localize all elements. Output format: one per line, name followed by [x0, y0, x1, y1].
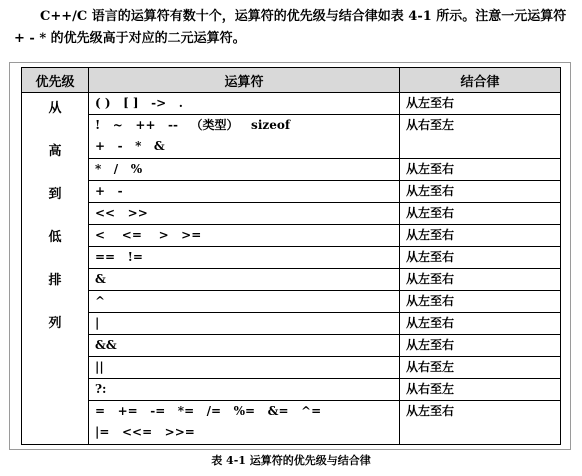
- table-row: [22, 291, 561, 313]
- table-row: [22, 313, 561, 335]
- header-priority: 优先级: [22, 68, 89, 93]
- table-caption: 表 4-1 运算符的优先级与结合律: [211, 454, 371, 467]
- priority-text: [28, 93, 82, 334]
- operator-text: ||: [95, 360, 104, 374]
- table-row: [22, 115, 561, 159]
- table-row: [22, 357, 561, 379]
- operator-text: * / %: [95, 162, 143, 176]
- table-row: [22, 401, 561, 445]
- priority-char: 高: [48, 144, 62, 159]
- operator-text: |: [95, 316, 100, 330]
- operator-text: = += -= *= /= %= &= ^=: [95, 404, 322, 418]
- table-row: [22, 181, 561, 203]
- header-associativity: 结合律: [400, 68, 561, 93]
- priority-cell: [22, 93, 89, 445]
- associativity-cell: 从左至右: [400, 269, 561, 291]
- associativity-cell: 从左至右: [400, 313, 561, 335]
- operator-cell: [89, 401, 400, 445]
- priority-char: 列: [48, 316, 62, 331]
- associativity-cell: 从左至右: [400, 93, 561, 115]
- associativity-cell: 从右至左: [400, 357, 561, 379]
- priority-char: 排: [48, 273, 62, 288]
- operator-text: &: [95, 272, 106, 286]
- associativity-cell: 从左至右: [400, 181, 561, 203]
- operator-text: << >>: [95, 206, 148, 220]
- associativity-cell: 从右至左: [400, 115, 561, 159]
- operator-cell: [89, 93, 400, 115]
- associativity-cell: 从左至右: [400, 247, 561, 269]
- associativity-cell: 从左至右: [400, 335, 561, 357]
- associativity-cell: 从右至左: [400, 379, 561, 401]
- priority-char: 到: [48, 187, 62, 202]
- operator-cell: [89, 225, 400, 247]
- priority-char: 从: [48, 101, 62, 116]
- operator-text: < <= > >=: [95, 228, 202, 242]
- header-operator: 运算符: [89, 68, 400, 93]
- associativity-cell: 从左至右: [400, 401, 561, 445]
- precedence-table: [21, 67, 561, 445]
- table-header-row: [22, 68, 561, 93]
- operator-text: + - * &: [95, 139, 165, 153]
- table-row: [22, 379, 561, 401]
- associativity-cell: 从左至右: [400, 291, 561, 313]
- operator-text: ! ~ ++ -- （类型） sizeof: [95, 118, 290, 132]
- operator-text: |= <<= >>=: [95, 425, 195, 439]
- table-row: [22, 159, 561, 181]
- table-row: [22, 225, 561, 247]
- operator-text: ?:: [95, 382, 107, 396]
- operator-cell: [89, 357, 400, 379]
- operator-text: == !=: [95, 250, 143, 264]
- operator-text: + -: [95, 184, 123, 198]
- table-row: [22, 247, 561, 269]
- operator-cell: [89, 269, 400, 291]
- associativity-cell: 从左至右: [400, 203, 561, 225]
- operator-cell: [89, 203, 400, 225]
- intro-paragraph: C++/C 语言的运算符有数十个，运算符的优先级与结合律如表 4-1 所示。注意一元运算符 + - * 的优先级高于对应的二元运算符。: [14, 9, 567, 46]
- operator-cell: [89, 291, 400, 313]
- table-row: [22, 335, 561, 357]
- operator-cell: [89, 313, 400, 335]
- operator-cell: [89, 159, 400, 181]
- operator-text: ^: [95, 294, 106, 308]
- table-row: [22, 93, 561, 115]
- table-row: [22, 269, 561, 291]
- operator-cell: [89, 379, 400, 401]
- operator-text: &&: [95, 338, 117, 352]
- priority-char: 低: [48, 230, 62, 245]
- operator-cell: [89, 335, 400, 357]
- operator-cell: [89, 247, 400, 269]
- operator-cell: [89, 115, 400, 159]
- associativity-cell: 从左至右: [400, 225, 561, 247]
- operator-cell: [89, 181, 400, 203]
- table-row: [22, 203, 561, 225]
- associativity-cell: 从左至右: [400, 159, 561, 181]
- operator-text: ( ) [ ] -> .: [95, 96, 183, 110]
